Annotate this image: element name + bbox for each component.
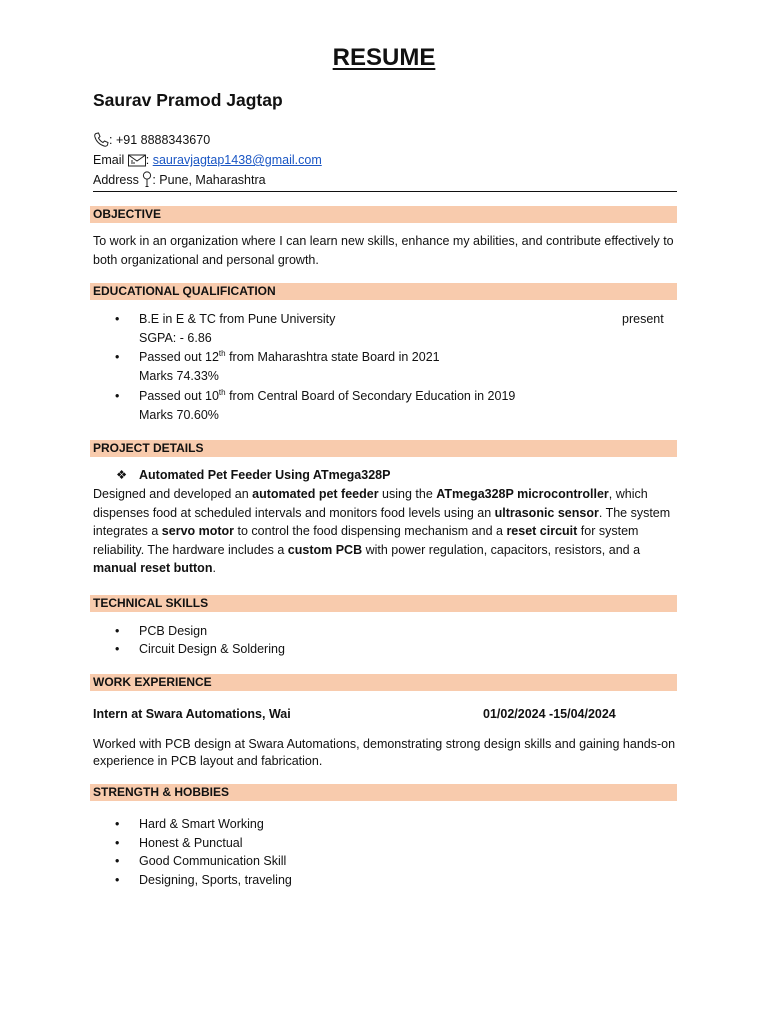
candidate-name: Saurav Pramod Jagtap <box>93 90 283 110</box>
section-work: WORK EXPERIENCE <box>90 674 677 691</box>
location-pin-icon <box>142 171 152 192</box>
work-role: Intern at Swara Automations, Wai <box>93 707 291 721</box>
envelope-icon <box>128 154 146 172</box>
resume-title: RESUME <box>332 44 436 71</box>
header-divider <box>93 191 677 192</box>
email-link[interactable]: sauravjagtap1438@gmail.com <box>152 153 322 167</box>
project-description: Designed and developed an automated pet feeder using the ATmega328P microcontroller, which dispenses food at scheduled intervals and monitors food levels using an ultrasonic sensor. The system integrates a servo motor to control the food dispensing mechanism and a reset circuit for system reliability. The hardware includes a custom PCB with power regulation, capacitors, resistors, and a manual reset button. <box>93 487 671 575</box>
section-skills: TECHNICAL SKILLS <box>90 595 677 612</box>
section-hobbies: STRENGTH & HOBBIES <box>90 784 677 801</box>
objective-text: To work in an organization where I can learn new skills, enhance my abilities, and contribute effectively to both organizational and personal growth. <box>93 234 674 267</box>
section-objective: OBJECTIVE <box>90 206 677 223</box>
work-dates: 01/02/2024 -15/04/2024 <box>483 707 616 721</box>
diamond-bullet-icon: ❖ <box>116 468 128 482</box>
work-description: Worked with PCB design at Swara Automations, demonstrating strong design skills and gaining hands-on experience in PCB layout and fabrication. <box>93 737 676 768</box>
address-line: Address : Pune, Maharashtra <box>93 171 266 192</box>
education-status: present <box>622 312 664 326</box>
email-line: Email : sauravjagtap1438@gmail.com <box>93 151 322 172</box>
section-education: EDUCATIONAL QUALIFICATION <box>90 283 677 300</box>
section-project: PROJECT DETAILS <box>90 440 677 457</box>
phone-line: : +91 8888343670 <box>93 131 210 152</box>
phone-icon <box>93 132 109 152</box>
